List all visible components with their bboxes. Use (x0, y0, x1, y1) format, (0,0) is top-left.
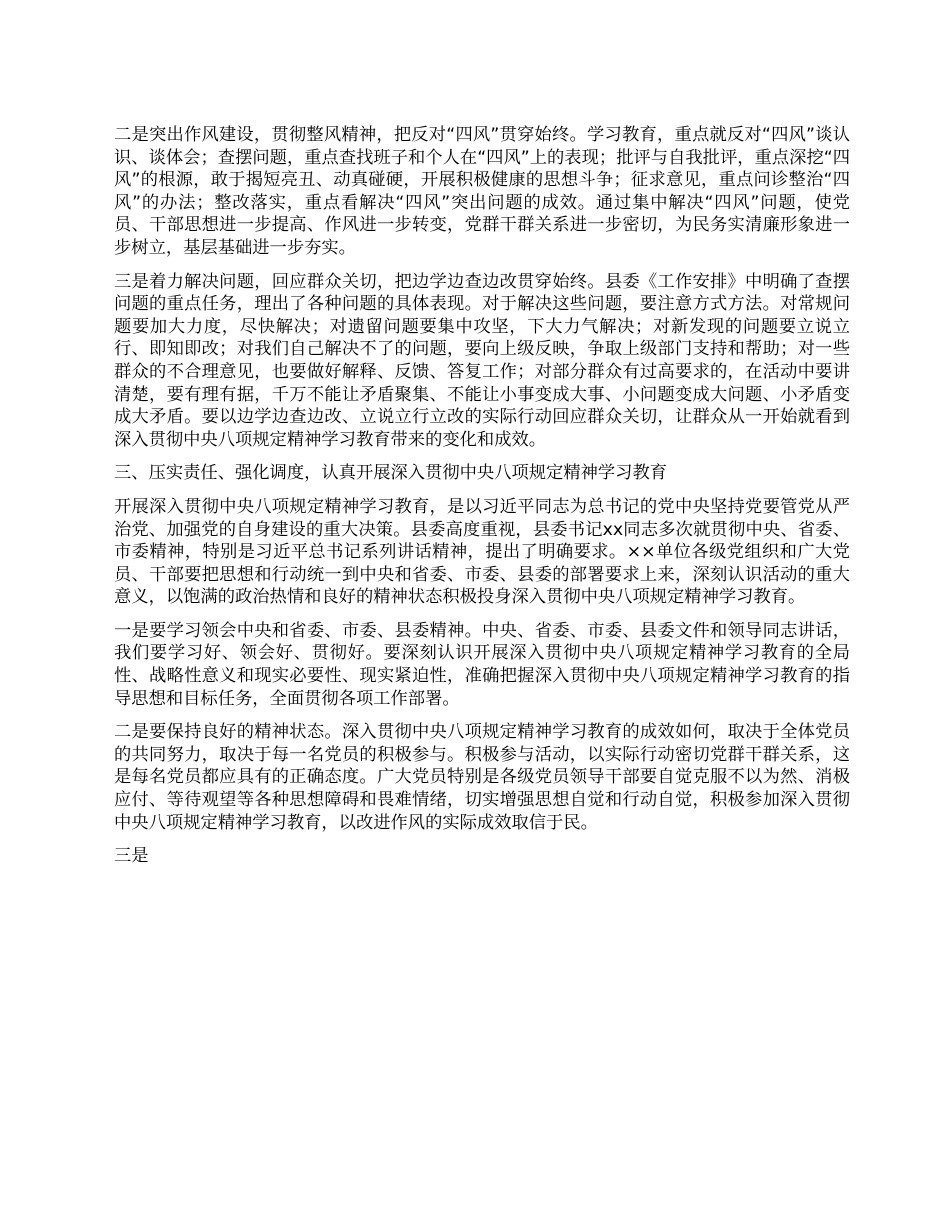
paragraph-good-spirit: 二是要保持良好的精神状态。深入贯彻中央八项规定精神学习教育的成效如何，取决于全体党员的共同努力，取决于每一名党员的积极参与。积极参与活动，以实际行动密切党群干群关系，这是每名党员都应具有的正确态度。广大党员特别是各级党员领导干部要自觉克服不以为然、消极应付、等待观望等各种思想障碍和畏难情绪，切实增强思想自觉和行动自觉，积极参加深入贯彻中央八项规定精神学习教育，以改进作风的实际成效取信于民。 (114, 722, 850, 833)
paragraph-solve-problems: 三是着力解决问题，回应群众关切，把边学边查边改贯穿始终。县委《工作安排》中明确了查摆问题的重点任务，理出了各种问题的具体表现。对于解决这些问题，要注意方式方法。对常规问题要加大力度，尽快解决；对遗留问题要集中攻坚，下大力气解决；对新发现的问题要立说立行、即知即改；对我们自己解决不了的问题，要向上级反映，争取上级部门支持和帮助；对一些群众的不合理意见，也要做好解释、反馈、答复工作；对部分群众有过高要求的，在活动中要讲清楚，要有理有据，千万不能让矛盾聚集、不能让小事变成大事、小问题变成大问题、小矛盾变成大矛盾。要以边学边查边改、立说立行立改的实际行动回应群众关切，让群众从一开始就看到深入贯彻中央八项规定精神学习教育带来的变化和成效。 (114, 271, 850, 450)
paragraph-major-decision: 开展深入贯彻中央八项规定精神学习教育，是以习近平同志为总书记的党中央坚持党要管党从严治党、加强党的自身建设的重大决策。县委高度重视，县委书记xx同志多次就贯彻中央、省委、市委精神，特别是习近平总书记系列讲话精神，提出了明确要求。××单位各级党组织和广大党员、干部要把思想和行动统一到中央和省委、市委、县委的部署要求上来，深刻认识活动的重大意义，以饱满的政治热情和良好的精神状态积极投身深入贯彻中央八项规定精神学习教育。 (114, 496, 850, 608)
section-heading-responsibility: 三、压实责任、强化调度，认真开展深入贯彻中央八项规定精神学习教育 (114, 463, 668, 484)
paragraph-truncated: 三是 (114, 846, 149, 867)
paragraph-study-spirit: 一是要学习领会中央和省委、市委、县委精神。中央、省委、市委、县委文件和领导同志讲话，我们要学习好、领会好、贯彻好。要深刻认识开展深入贯彻中央八项规定精神学习教育的全局性、战略性意义和现实必要性、现实紧迫性，准确把握深入贯彻中央八项规定精神学习教育的指导思想和目标任务，全面贯彻各项工作部署。 (114, 620, 850, 709)
paragraph-style-building: 二是突出作风建设，贯彻整风精神，把反对“四风”贯穿始终。学习教育，重点就反对“四风”谈认识、谈体会；查摆问题，重点查找班子和个人在“四风”上的表现；批评与自我批评，重点深挖“四风”的根源，敢于揭短亮丑、动真碰硬，开展积极健康的思想斗争；征求意见，重点问诊整治“四风”的办法；整改落实，重点看解决“四风”突出问题的成效。通过集中解决“四风”问题，使党员、干部思想进一步提高、作风进一步转变，党群干群关系进一步密切，为民务实清廉形象进一步树立，基层基础进一步夯实。 (114, 125, 850, 258)
document-body (114, 124, 850, 879)
